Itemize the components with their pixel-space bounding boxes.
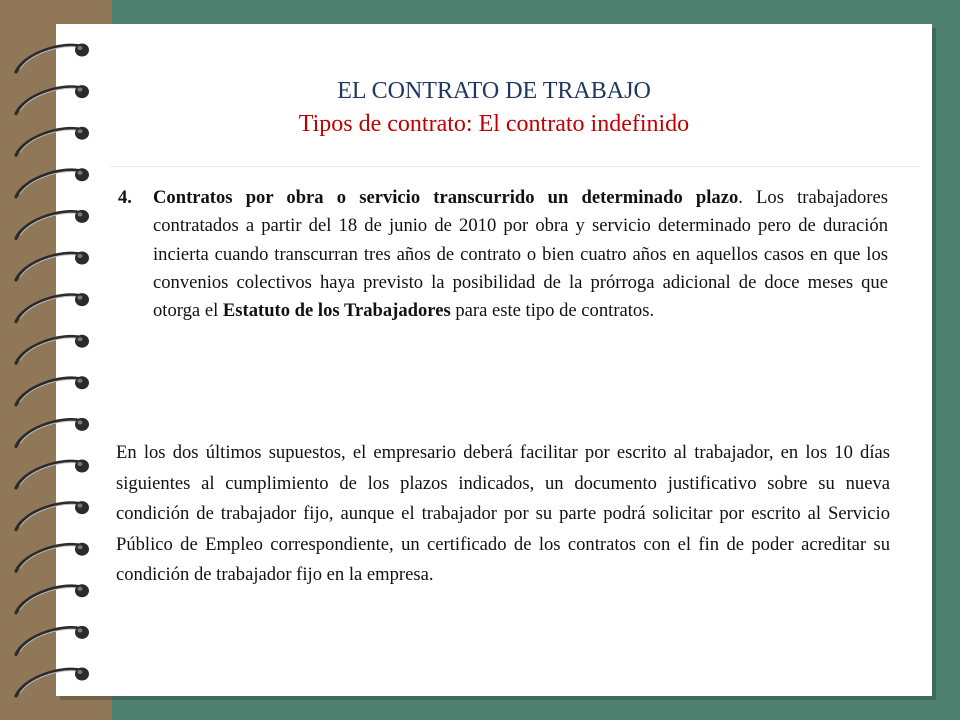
binding-ring bbox=[16, 501, 89, 529]
binding-ring bbox=[16, 168, 89, 197]
numbered-list bbox=[118, 184, 888, 325]
binding-ring bbox=[16, 543, 89, 572]
binding-ring bbox=[16, 626, 89, 655]
list-item bbox=[118, 184, 888, 325]
binding-ring bbox=[16, 418, 89, 447]
binding-ring bbox=[16, 584, 89, 613]
binding-ring bbox=[16, 293, 89, 322]
spiral-binding bbox=[0, 0, 120, 720]
list-item-text-end: para este tipo de contratos. bbox=[450, 300, 655, 322]
binding-ring bbox=[16, 668, 89, 697]
binding-ring bbox=[16, 376, 89, 405]
binding-ring bbox=[16, 252, 89, 281]
slide-subtitle: Tipos de contrato: El contrato indefinido bbox=[298, 111, 690, 137]
closing-paragraph: En los dos últimos supuestos, el empresario deberá facilitar por escrito al trabajador, en los 10 días siguientes al cumplimiento de los plazos indicados, un documento justificativo sobre su nueva condición de trabajador fijo, aunque el trabajador por su parte podrá solicitar por escrito al Servicio Público de Empleo correspondiente, un certificado de los contratos con el fin de poder acreditar su condición de trabajador fijo en la empresa. bbox=[116, 442, 890, 585]
list-item-body bbox=[153, 184, 888, 325]
slide-title: EL CONTRATO DE TRABAJO bbox=[337, 78, 651, 104]
list-item-number: 4. bbox=[118, 187, 132, 208]
binding-ring bbox=[16, 335, 89, 364]
list-item-text: . Los trabajadores contratados a partir del 18 de junio de 2010 por obra y servicio determinado pero de duración incierta cuando transcurran tres años de contrato o bien cuatro años en aquellos casos en que los convenios colectivos haya previsto la posibilidad de la prórroga adicional de doce meses que otorga el bbox=[153, 187, 888, 322]
title-divider bbox=[110, 166, 920, 167]
binding-ring bbox=[16, 460, 89, 489]
binding-ring bbox=[16, 210, 89, 239]
binding-ring bbox=[16, 44, 89, 73]
statute-emphasis: Estatuto de los Trabajadores bbox=[222, 300, 451, 322]
list-item-heading: Contratos por obra o servicio transcurrido un determinado plazo bbox=[153, 187, 739, 208]
